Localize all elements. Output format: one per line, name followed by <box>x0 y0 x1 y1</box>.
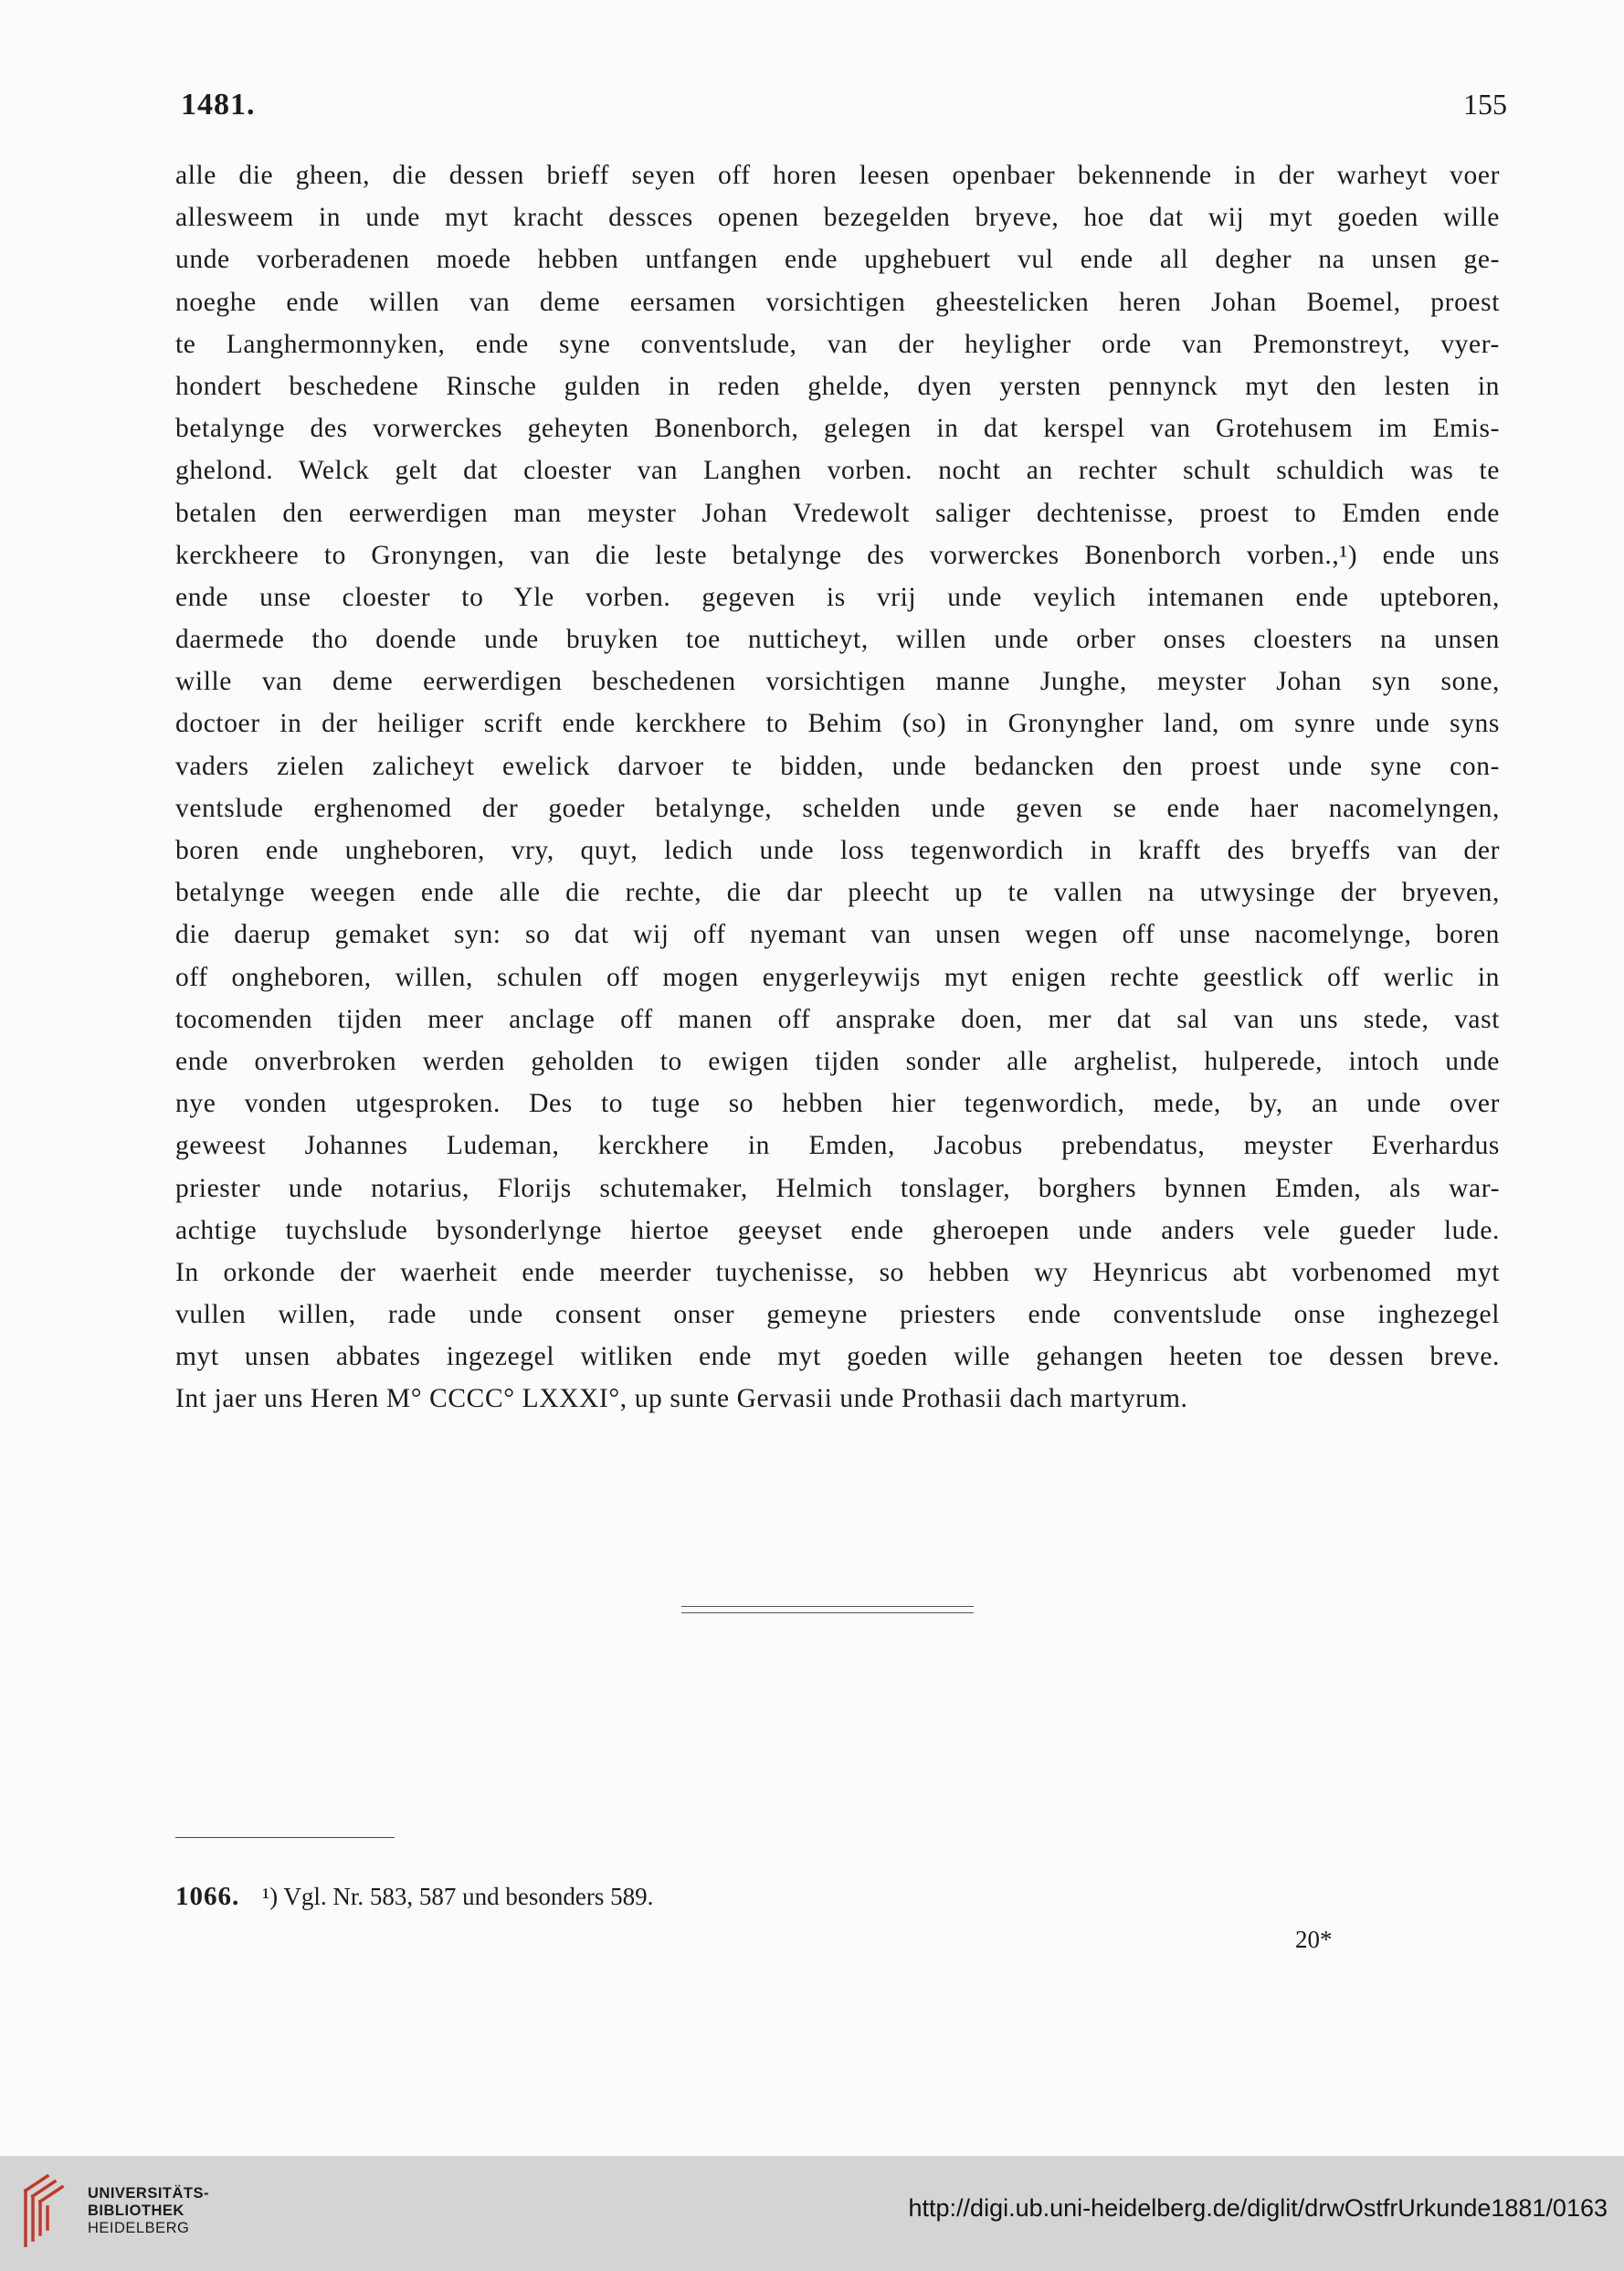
body-line: hondert beschedene Rinsche gulden in reden ghelde, dyen yersten pennynck myt den lesten in <box>175 371 1500 401</box>
document-body-text <box>175 154 1500 1421</box>
footnote <box>175 1882 1363 1912</box>
permalink-url[interactable]: http://digi.ub.uni-heidelberg.de/diglit/drwOstfrUrkunde1881/0163 <box>908 2194 1608 2222</box>
logo-line-3: HEIDELBERG <box>88 2220 190 2236</box>
body-line: myt unsen abbates ingezegel witliken ende myt goeden wille gehangen heeten toe dessen breve. <box>175 1342 1500 1372</box>
body-line: tocomenden tijden meer anclage off manen off ansprake doen, mer dat sal van uns stede, vast <box>175 1004 1500 1034</box>
library-logo-text <box>88 2185 209 2237</box>
body-line: unde vorberadenen moede hebben untfangen ende upghebuert vul ende all degher na unsen ge- <box>175 245 1500 275</box>
body-line: allesweem in unde myt kracht dessces openen bezegelden bryeve, hoe dat wij myt goeden wille <box>175 203 1500 233</box>
page-number: 155 <box>1463 88 1507 121</box>
body-line: boren ende ungheboren, vry, quyt, ledich unde loss tegenwordich in krafft des bryeffs van der <box>175 836 1500 865</box>
page-header <box>181 88 1507 124</box>
body-line: te Langhermonnyken, ende syne conventslude, van der heyligher orde van Premonstreyt, vyer- <box>175 329 1500 359</box>
body-line: off ongheboren, willen, schulen off mogen enygerleywijs myt enigen rechte geestlick off werlic in <box>175 962 1500 992</box>
body-line: alle die gheen, die dessen brieff seyen off horen leesen openbaer bekennende in der warheyt voer <box>175 161 1500 190</box>
logo-line-2: BIBLIOTHEK <box>88 2202 185 2219</box>
body-line: achtige tuychslude bysonderlynge hiertoe geeyset ende gheroepen unde anders vele gueder lude. <box>175 1215 1500 1245</box>
body-line: Int jaer uns Heren M° CCCC° LXXXI°, up sunte Gervasii unde Prothasii dach martyrum. <box>175 1384 1188 1414</box>
body-line: priester unde notarius, Florijs schutemaker, Helmich tonslager, borghers bynnen Emden, als war- <box>175 1173 1500 1203</box>
header-year: 1481. <box>181 88 256 121</box>
footnote-rule <box>175 1837 395 1838</box>
body-line: kerckheere to Gronyngen, van die leste betalynge des vorwerckes Bonenborch vorben.,¹) ende uns <box>175 540 1500 570</box>
body-line: vullen willen, rade unde consent onser gemeyne priesters ende conventslude onse inghezegel <box>175 1300 1500 1330</box>
body-line: nye vonden utgesproken. Des to tuge so hebben hier tegenwordich, mede, by, an unde over <box>175 1089 1500 1119</box>
body-line: die daerup gemaket syn: so dat wij off nyemant van unsen wegen off unse nacomelynge, boren <box>175 920 1500 950</box>
body-line: ventslude erghenomed der goeder betalynge, schelden unde geven se ende haer nacomelyngen, <box>175 793 1500 823</box>
logo-line-1: UNIVERSITÄTS- <box>88 2185 210 2202</box>
body-line: vaders zielen zalicheyt ewelick darvoer te bidden, unde bedancken den proest unde syne con- <box>175 751 1500 781</box>
body-line: ghelond. Welck gelt dat cloester van Langhen vorben. nocht an rechter schult schuldich was te <box>175 456 1500 486</box>
body-line: betalynge des vorwerckes geheyten Bonenborch, gelegen in dat kerspel van Grotehusem im Emis- <box>175 414 1500 444</box>
body-line: ende onverbroken werden geholden to ewigen tijden sonder alle arghelist, hulperede, intoch unde <box>175 1046 1500 1076</box>
body-line: wille van deme eerwerdigen beschedenen vorsichtigen manne Junghe, meyster Johan syn sone, <box>175 667 1500 697</box>
body-line: doctoer in der heiliger scrift ende kerckhere to Behim (so) in Gronyngher land, om synre unde syns <box>175 709 1500 739</box>
body-line: noeghe ende willen van deme eersamen vorsichtigen gheestelicken heren Johan Boemel, proest <box>175 287 1500 317</box>
sheet-signature: 20* <box>1295 1926 1333 1953</box>
body-line: ende unse cloester to Yle vorben. gegeven is vrij unde veylich intemanen ende upteboren, <box>175 582 1500 612</box>
body-line: In orkonde der waerheit ende meerder tuychenisse, so hebben wy Heynricus abt vorbenomed myt <box>175 1257 1500 1287</box>
footnote-text: ¹) Vgl. Nr. 583, 587 und besonders 589. <box>262 1883 654 1910</box>
section-divider <box>681 1606 974 1613</box>
body-line: daermede tho doende unde bruyken toe nutticheyt, willen unde orber onses cloesters na unsen <box>175 625 1500 655</box>
library-footer-bar <box>0 2156 1624 2271</box>
footnote-document-number: 1066. <box>175 1882 240 1911</box>
university-library-logo-icon <box>20 2172 68 2249</box>
body-line: betalen den eerwerdigen man meyster Johan Vredewolt saliger dechtenisse, proest to Emden ende <box>175 498 1500 528</box>
body-line: betalynge weegen ende alle die rechte, die dar pleecht up te vallen na utwysinge der bryeven, <box>175 878 1500 908</box>
body-line: geweest Johannes Ludeman, kerckhere in Emden, Jacobus prebendatus, meyster Everhardus <box>175 1131 1500 1161</box>
